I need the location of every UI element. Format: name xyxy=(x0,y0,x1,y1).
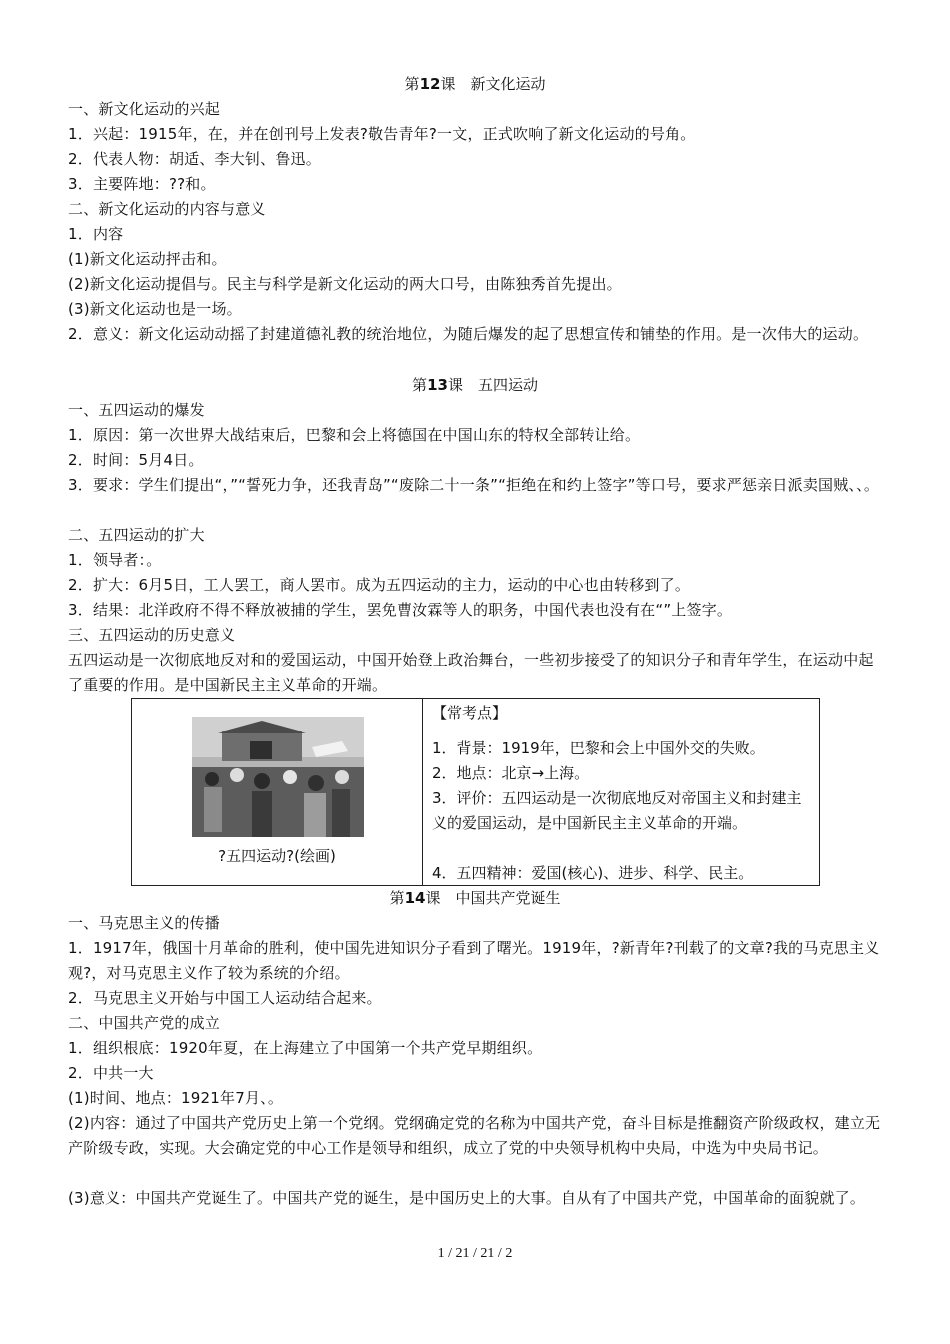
section-heading: 一、马克思主义的传播 xyxy=(68,914,221,932)
key-point: 4．五四精神：爱国(核心)、进步、科学、民主。 xyxy=(432,864,754,882)
page-footer: 1 / 21 / 21 / 2 xyxy=(437,1246,513,1261)
key-points-heading: 【常考点】 xyxy=(432,704,508,722)
section-heading: 二、新文化运动的内容与意义 xyxy=(68,200,266,218)
text-line: 2．时间：5月4日。 xyxy=(68,451,204,469)
lesson-12-title: 第12课 新文化运动 xyxy=(404,75,546,93)
text-line: (2)新文化运动提倡与。民主与科学是新文化运动的两大口号，由陈独秀首先提出。 xyxy=(68,275,622,293)
key-point: 3．评价：五四运动是一次彻底地反对帝国主义和封建主义的爱国运动，是中国新民主主义革命的开端。 xyxy=(432,789,802,832)
text-line: 1．兴起：1915年，在，并在创刊号上发表?敬告青年?一文，正式吹响了新文化运动的号角。 xyxy=(68,125,696,143)
section-heading: 一、新文化运动的兴起 xyxy=(68,100,221,118)
text-line: (1)时间、地点：1921年7月、。 xyxy=(68,1089,284,1107)
key-points-box xyxy=(131,698,820,886)
key-point: 2．地点：北京→上海。 xyxy=(432,764,590,782)
key-point: 1．背景：1919年，巴黎和会上中国外交的失败。 xyxy=(432,739,765,757)
text-paragraph: 3．要求：学生们提出“，”“誓死力争，还我青岛”“废除二十一条”“拒绝在和约上签字”等口号，要求严惩亲日派卖国贼、、。 xyxy=(68,476,880,494)
text-line: 1．原因：第一次世界大战结束后，巴黎和会上将德国在中国山东的特权全部转让给。 xyxy=(68,426,641,444)
section-heading: 二、五四运动的扩大 xyxy=(68,526,205,544)
text-line: 1．组织根底：1920年夏，在上海建立了中国第一个共产党早期组织。 xyxy=(68,1039,543,1057)
text-line: 3．结果：北洋政府不得不释放被捕的学生，罢免曹汝霖等人的职务，中国代表也没有在“”上签字。 xyxy=(68,601,733,619)
may-fourth-painting xyxy=(192,717,364,837)
text-paragraph: 2．意义：新文化运动动摇了封建道德礼教的统治地位，为随后爆发的起了思想宣传和铺垫的作用。是一次伟大的运动。 xyxy=(68,325,869,343)
box-divider xyxy=(422,699,423,885)
text-paragraph: (2)内容：通过了中国共产党历史上第一个党纲。党纲确定党的名称为中国共产党，奋斗目标是推翻资产阶级政权，建立无产阶级专政，实现。大会确定党的中心工作是领导和组织，成立了党的中央领导机构中央局，中选为中央局书记。 xyxy=(68,1114,881,1157)
text-line: 2．中共一大 xyxy=(68,1064,154,1082)
text-line: (3)新文化运动也是一场。 xyxy=(68,300,242,318)
text-paragraph: (3)意义：中国共产党诞生了。中国共产党的诞生，是中国历史上的大事。自从有了中国共产党，中国革命的面貌就了。 xyxy=(68,1189,866,1207)
text-line: (1)新文化运动抨击和。 xyxy=(68,250,227,268)
section-heading: 二、中国共产党的成立 xyxy=(68,1014,221,1032)
text-line: 2．代表人物：胡适、李大钊、鲁迅。 xyxy=(68,150,321,168)
text-line: 2．马克思主义开始与中国工人运动结合起来。 xyxy=(68,989,382,1007)
text-line: 3．主要阵地：??和。 xyxy=(68,175,216,193)
text-line: 1．内容 xyxy=(68,225,124,243)
lesson-14-title: 第14课 中国共产党诞生 xyxy=(389,889,561,907)
text-line: 2．扩大：6月5日，工人罢工，商人罢市。成为五四运动的主力，运动的中心也由转移到了。 xyxy=(68,576,691,594)
text-line: 1．领导者：。 xyxy=(68,551,162,569)
section-heading: 三、五四运动的历史意义 xyxy=(68,626,236,644)
lesson-13-title: 第13课 五四运动 xyxy=(412,376,538,394)
text-paragraph: 五四运动是一次彻底地反对和的爱国运动，中国开始登上政治舞台，一些初步接受了的知识分子和青年学生，在运动中起了重要的作用。是中国新民主主义革命的开端。 xyxy=(68,651,874,694)
section-heading: 一、五四运动的爆发 xyxy=(68,401,205,419)
painting-caption: ?五四运动?(绘画) xyxy=(218,847,336,865)
text-paragraph: 1．1917年，俄国十月革命的胜利，使中国先进知识分子看到了曙光。1919年，?新青年?刊载了的文章?我的马克思主义观?，对马克思主义作了较为系统的介绍。 xyxy=(68,939,880,982)
